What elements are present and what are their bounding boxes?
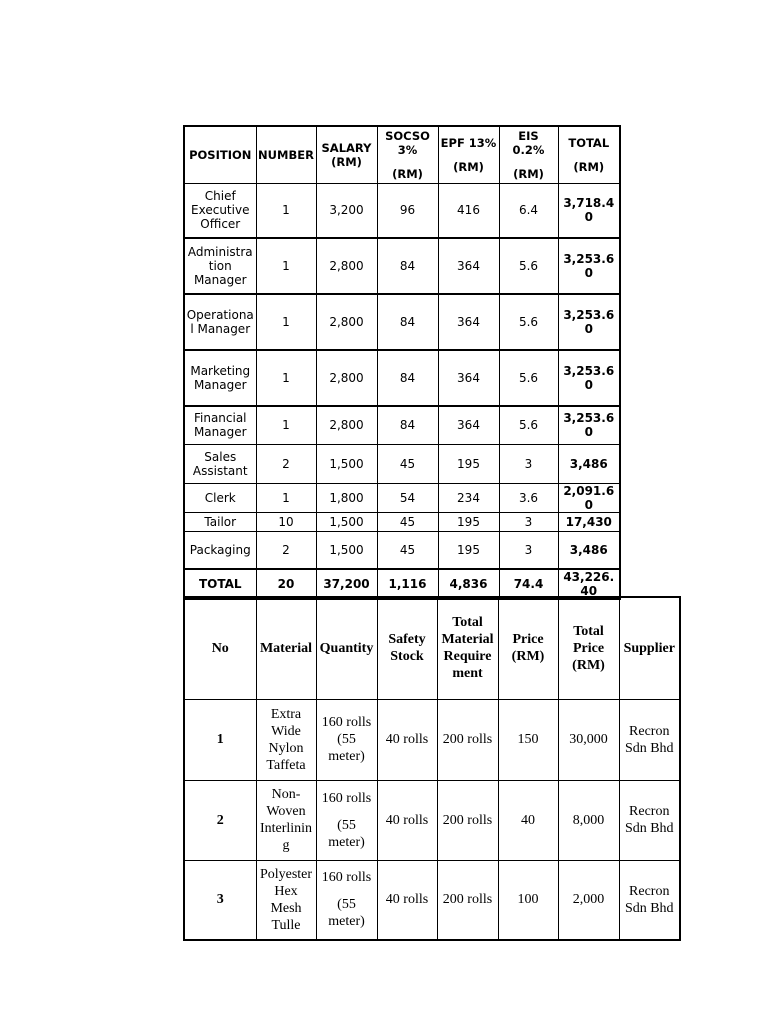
socso-cell: 54 [377, 483, 438, 512]
salary-table [183, 125, 621, 600]
supplier-cell: Recron Sdn Bhd [619, 780, 680, 860]
position-cell: Tailor [184, 512, 256, 531]
header-number: NUMBER [256, 126, 316, 183]
header-material: Material [256, 597, 316, 699]
position-cell: Sales Assistant [184, 444, 256, 483]
header-supplier: Supplier [619, 597, 680, 699]
salary-row [184, 512, 620, 531]
header-total-unit: (RM) [573, 159, 605, 174]
number-cell: 1 [256, 350, 316, 406]
header-epf [438, 126, 499, 183]
material-row [184, 780, 680, 860]
total-cell: 3,486 [558, 531, 620, 569]
quantity-value: 160 rolls [321, 715, 372, 730]
grand-total-cell: 43,226.40 [558, 569, 620, 599]
socso-cell: 84 [377, 350, 438, 406]
total-cell: 3,718.40 [558, 183, 620, 238]
epf-cell: 234 [438, 483, 499, 512]
total-requirement-cell: 200 rolls [437, 860, 498, 940]
header-socso-label: SOCSO 3% [385, 128, 430, 157]
eis-cell: 3 [499, 531, 558, 569]
eis-cell: 3.6 [499, 483, 558, 512]
total-epf-cell: 4,836 [438, 569, 499, 599]
salary-row [184, 444, 620, 483]
header-total-label: TOTAL [568, 135, 610, 150]
price-cell: 100 [498, 860, 558, 940]
total-socso-cell: 1,116 [377, 569, 438, 599]
socso-cell: 84 [377, 294, 438, 350]
safety-stock-cell: 40 rolls [377, 780, 437, 860]
quantity-value: 160 rolls [321, 790, 372, 806]
header-position: POSITION [184, 126, 256, 183]
total-cell: 17,430 [558, 512, 620, 531]
material-cell: Non-Woven Interlining [256, 780, 316, 860]
total-label-cell: TOTAL [184, 569, 256, 599]
salary-cell: 1,500 [316, 531, 377, 569]
epf-cell: 195 [438, 531, 499, 569]
no-cell: 3 [184, 860, 256, 940]
total-eis-cell: 74.4 [499, 569, 558, 599]
salary-row [184, 238, 620, 294]
total-cell: 3,253.60 [558, 294, 620, 350]
safety-stock-cell: 40 rolls [377, 699, 437, 780]
total-cell: 3,253.60 [558, 238, 620, 294]
position-cell: Clerk [184, 483, 256, 512]
salary-cell: 1,500 [316, 444, 377, 483]
header-epf-unit: (RM) [453, 159, 484, 174]
number-cell: 1 [256, 183, 316, 238]
price-cell: 40 [498, 780, 558, 860]
epf-cell: 364 [438, 238, 499, 294]
salary-row [184, 406, 620, 444]
material-row [184, 699, 680, 780]
header-socso-unit: (RM) [392, 166, 423, 181]
quantity-note: (55 meter) [328, 732, 365, 764]
number-cell: 2 [256, 444, 316, 483]
number-cell: 2 [256, 531, 316, 569]
eis-cell: 5.6 [499, 238, 558, 294]
supplier-cell: Recron Sdn Bhd [619, 860, 680, 940]
epf-cell: 364 [438, 406, 499, 444]
salary-cell: 3,200 [316, 183, 377, 238]
epf-cell: 195 [438, 512, 499, 531]
header-price: Price (RM) [498, 597, 558, 699]
epf-cell: 364 [438, 294, 499, 350]
salary-row [184, 531, 620, 569]
quantity-cell [316, 699, 377, 780]
eis-cell: 6.4 [499, 183, 558, 238]
position-cell: Financial Manager [184, 406, 256, 444]
salary-cell: 2,800 [316, 350, 377, 406]
salary-cell: 2,800 [316, 406, 377, 444]
material-row [184, 860, 680, 940]
socso-cell: 45 [377, 531, 438, 569]
header-eis-unit: (RM) [513, 166, 544, 181]
salary-row [184, 183, 620, 238]
header-total-price: Total Price (RM) [558, 597, 619, 699]
header-eis-label: EIS 0.2% [512, 128, 545, 157]
total-cell: 3,253.60 [558, 350, 620, 406]
header-safety-stock: Safety Stock [377, 597, 437, 699]
header-socso [377, 126, 438, 183]
salary-cell: 1,800 [316, 483, 377, 512]
epf-cell: 195 [438, 444, 499, 483]
eis-cell: 5.6 [499, 350, 558, 406]
salary-cell: 2,800 [316, 294, 377, 350]
quantity-value: 160 rolls [321, 870, 372, 886]
total-price-cell: 2,000 [558, 860, 619, 940]
socso-cell: 96 [377, 183, 438, 238]
header-eis [499, 126, 558, 183]
number-cell: 1 [256, 483, 316, 512]
socso-cell: 45 [377, 512, 438, 531]
total-requirement-cell: 200 rolls [437, 780, 498, 860]
header-no: No [184, 597, 256, 699]
eis-cell: 3 [499, 444, 558, 483]
total-cell: 3,486 [558, 444, 620, 483]
position-cell: Chief Executive Officer [184, 183, 256, 238]
socso-cell: 84 [377, 406, 438, 444]
salary-row [184, 483, 620, 512]
material-cell: Polyester Hex Mesh Tulle [256, 860, 316, 940]
total-requirement-cell: 200 rolls [437, 699, 498, 780]
supplier-cell: Recron Sdn Bhd [619, 699, 680, 780]
material-header-row [184, 597, 680, 699]
number-cell: 1 [256, 406, 316, 444]
material-table [183, 596, 681, 941]
price-cell: 150 [498, 699, 558, 780]
quantity-note: (55 meter) [328, 897, 365, 930]
salary-row [184, 294, 620, 350]
eis-cell: 3 [499, 512, 558, 531]
total-price-cell: 30,000 [558, 699, 619, 780]
total-cell: 2,091.60 [558, 483, 620, 512]
number-cell: 1 [256, 238, 316, 294]
total-price-cell: 8,000 [558, 780, 619, 860]
eis-cell: 5.6 [499, 294, 558, 350]
total-cell: 3,253.60 [558, 406, 620, 444]
number-cell: 1 [256, 294, 316, 350]
header-total [558, 126, 620, 183]
salary-cell: 2,800 [316, 238, 377, 294]
epf-cell: 416 [438, 183, 499, 238]
socso-cell: 45 [377, 444, 438, 483]
quantity-note: (55 meter) [328, 817, 365, 850]
no-cell: 2 [184, 780, 256, 860]
total-salary-cell: 37,200 [316, 569, 377, 599]
salary-cell: 1,500 [316, 512, 377, 531]
salary-row [184, 350, 620, 406]
salary-header-row [184, 126, 620, 183]
position-cell: Marketing Manager [184, 350, 256, 406]
quantity-cell [316, 780, 377, 860]
total-number-cell: 20 [256, 569, 316, 599]
header-epf-label: EPF 13% [440, 135, 497, 150]
safety-stock-cell: 40 rolls [377, 860, 437, 940]
header-salary: SALARY (RM) [316, 126, 377, 183]
position-cell: Operational Manager [184, 294, 256, 350]
header-total-requirement: Total Material Requirement [437, 597, 498, 699]
position-cell: Administration Manager [184, 238, 256, 294]
eis-cell: 5.6 [499, 406, 558, 444]
material-cell: Extra Wide Nylon Taffeta [256, 699, 316, 780]
epf-cell: 364 [438, 350, 499, 406]
socso-cell: 84 [377, 238, 438, 294]
no-cell: 1 [184, 699, 256, 780]
number-cell: 10 [256, 512, 316, 531]
position-cell: Packaging [184, 531, 256, 569]
header-quantity: Quantity [316, 597, 377, 699]
salary-total-row [184, 569, 620, 599]
quantity-cell [316, 860, 377, 940]
